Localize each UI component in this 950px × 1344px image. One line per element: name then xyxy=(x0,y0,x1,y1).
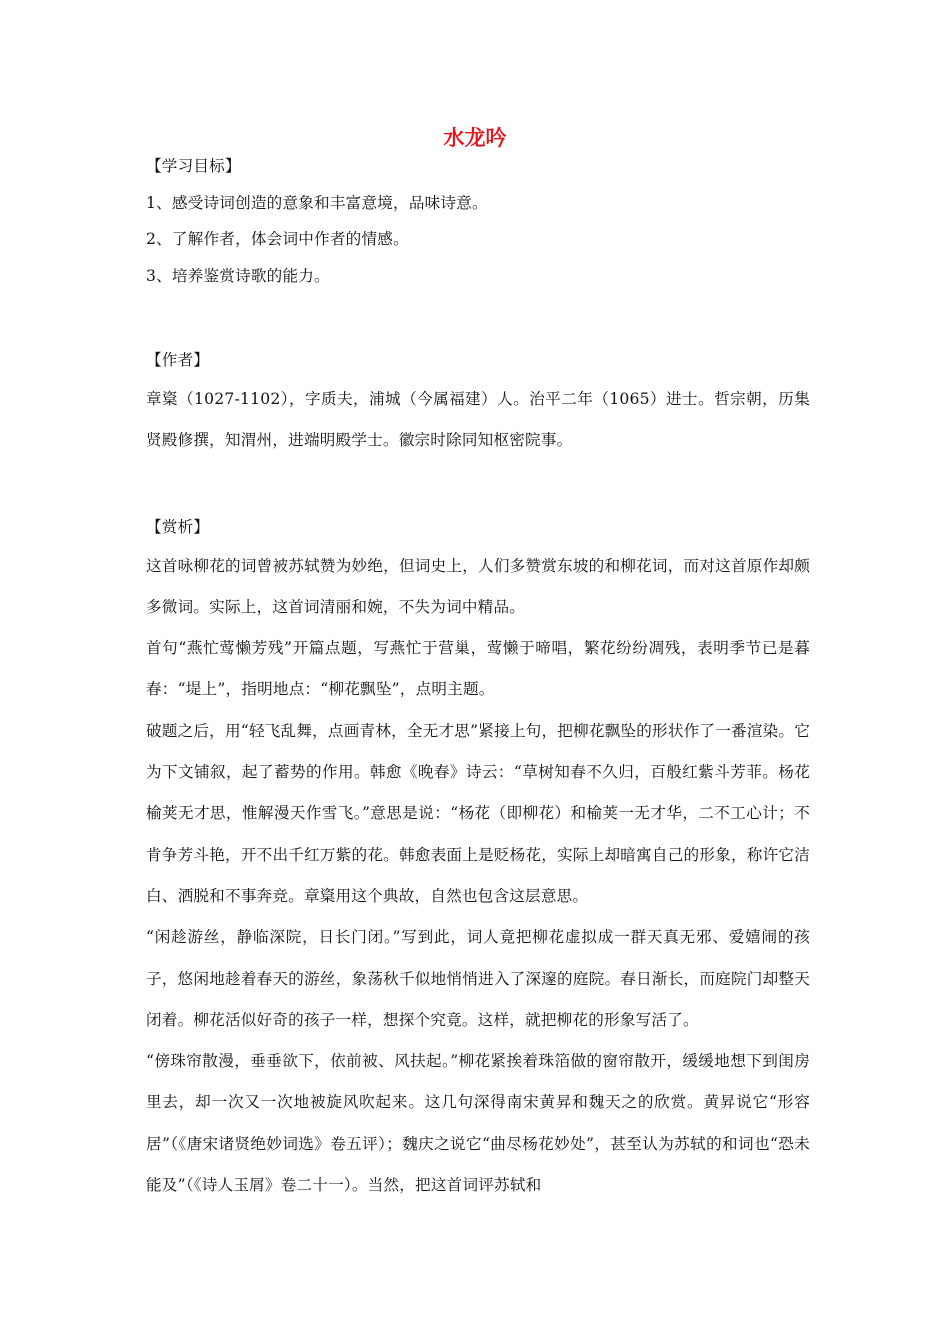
document-body xyxy=(146,148,810,1206)
page-title: 水龙吟 xyxy=(443,126,507,150)
appreciation-paragraph: 首句“燕忙莺懒芳残”开篇点题，写燕忙于营巢，莺懒于啼唱，繁花纷纷凋残，表明季节已是暮春：“堤上”，指明地点：“柳花飘坠”，点明主题。 xyxy=(146,639,810,699)
author-paragraph: 章楶（1027-1102），字质夫，浦城（今属福建）人。治平二年（1065）进士。哲宗朝，历集贤殿修撰，知渭州，进端明殿学士。徽宗时除同知枢密院事。 xyxy=(146,389,810,449)
section-heading-appreciation: 【赏析】 xyxy=(146,518,210,537)
goal-item: 3、培养鉴赏诗歌的能力。 xyxy=(146,266,330,285)
goal-item: 1、感受诗词创造的意象和丰富意境，品味诗意。 xyxy=(146,193,488,212)
appreciation-paragraph: 这首咏柳花的词曾被苏轼赞为妙绝，但词史上，人们多赞赏东坡的和柳花词，而对这首原作却颇多微词。实际上，这首词清丽和婉，不失为词中精品。 xyxy=(146,556,810,616)
section-heading-author: 【作者】 xyxy=(146,351,210,369)
section-heading-goals: 【学习目标】 xyxy=(146,157,241,175)
author-section xyxy=(146,342,810,461)
appreciation-section xyxy=(146,509,810,1206)
goal-item: 2、了解作者，体会词中作者的情感。 xyxy=(146,230,409,248)
spacer xyxy=(146,461,810,509)
appreciation-paragraph: 破题之后，用“轻飞乱舞，点画青林，全无才思”紧接上句，把柳花飘坠的形状作了一番渲染。它为下文铺叙，起了蓄势的作用。韩愈《晚春》诗云：“草树知春不久归，百般红紫斗芳菲。杨花榆荚无才思，惟解漫天作雪飞。”意思是说：“杨花（即柳花）和榆荚一无才华，二不工心计；不肯争芳斗艳，开不出千红万紫的花。韩愈表面上是贬杨花，实际上却暗寓自己的形象，称许它洁白、洒脱和不事奔竞。章楶用这个典故，自然也包含这层意思。 xyxy=(146,721,810,905)
appreciation-paragraph: “闲趁游丝，静临深院，日长门闭。”写到此，词人竟把柳花虚拟成一群天真无邪、爱嬉闹的孩子，悠闲地趁着春天的游丝，象荡秋千似地悄悄进入了深邃的庭院。春日渐长，而庭院门却整天闭着。柳花活似好奇的孩子一样，想探个究竟。这样，就把柳花的形象写活了。 xyxy=(146,928,810,1029)
appreciation-paragraph: “傍珠帘散漫，垂垂欲下，依前被、风扶起。”柳花紧挨着珠箔做的窗帘散开，缓缓地想下到闺房里去，却一次又一次地被旋风吹起来。这几句深得南宋黄昇和魏天之的欣赏。黄昇说它“形容居”（《唐宋诸贤绝妙词选》卷五评）；魏庆之说它“曲尽杨花妙处”，甚至认为苏轼的和词也“恐未能及”（《诗人玉屑》卷二十一）。当然，把这首词评苏轼和 xyxy=(146,1052,810,1195)
spacer xyxy=(146,294,810,342)
goals-section xyxy=(146,148,810,294)
